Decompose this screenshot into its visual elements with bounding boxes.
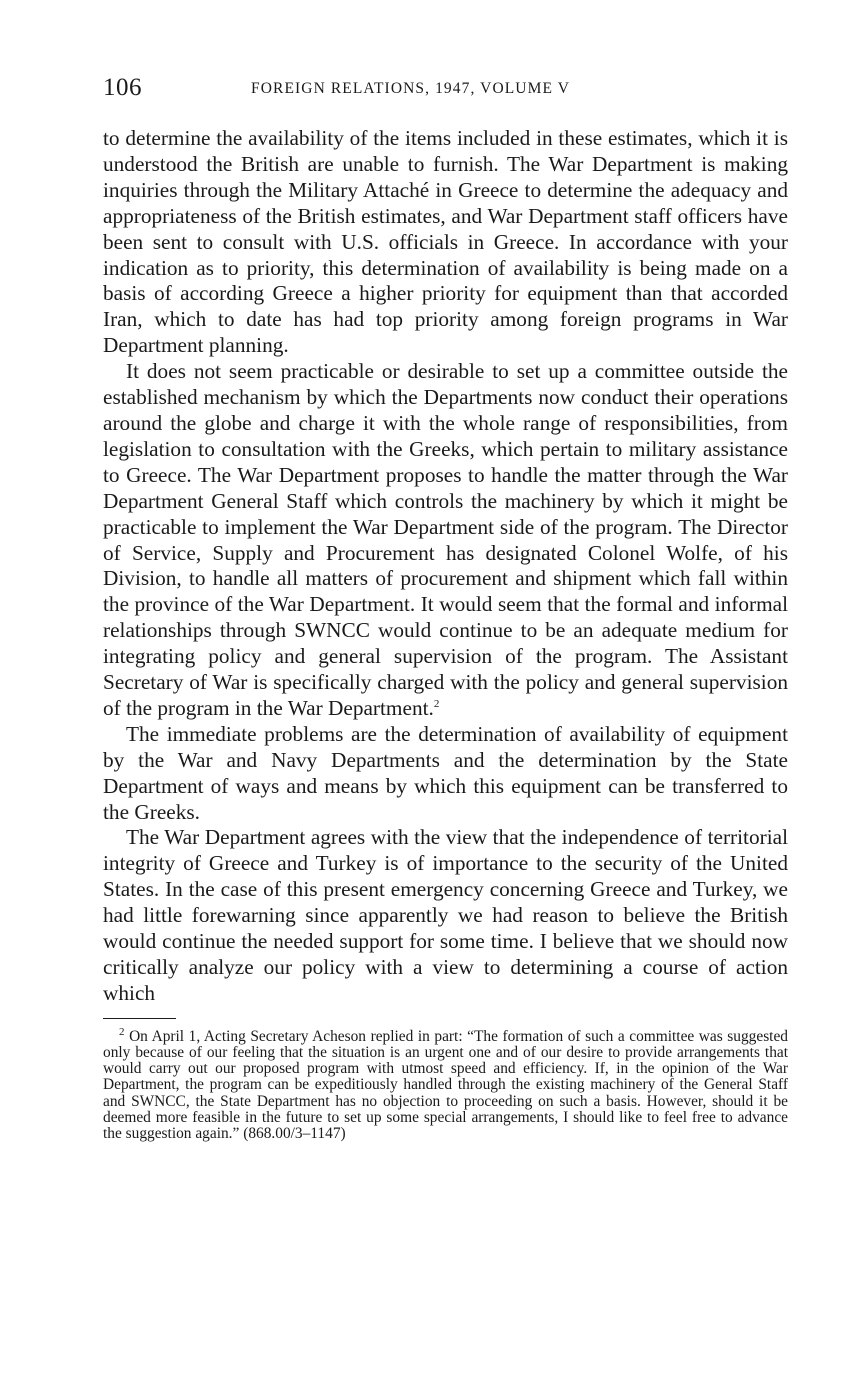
paragraph-4-text: The War Department agrees with the view that the independence of territorial integrity of Greece and Turkey is of importance to the security of the United States. In the case of this present emergency concerning Greece and Turkey, we had little forewarning since apparently we had reason to believe the British would continue the needed support for some time. I believe that we should now critically analyze our policy with a view to determining a course of action which	[103, 825, 788, 1005]
footnote-text: On April 1, Acting Secretary Acheson replied in part: “The formation of such a committee was suggested only because of our feeling that the situation is an urgent one and of our desire to provide arrangements that would carry out our proposed program with utmost speed and efficiency. If, in the opinion of the War Department, the program can be expeditiously handled through the existing machinery of the General Staff and SWNCC, the State Department has no objection to proceeding on such a basis. However, should it be deemed more feasible in the future to set up some special arrangements, I should like to feel free to advance the suggestion again.” (868.00/3–1147)	[103, 1027, 788, 1143]
paragraph-4	[103, 825, 788, 1006]
document-page	[103, 74, 788, 1142]
footnote-reference: 2	[433, 697, 440, 710]
footnote-marker: 2	[119, 1025, 125, 1038]
running-title: FOREIGN RELATIONS, 1947, VOLUME V	[251, 80, 571, 97]
paragraph-1	[103, 126, 788, 359]
paragraph-3	[103, 722, 788, 826]
paragraph-2	[103, 359, 788, 722]
paragraph-2-text: It does not seem practicable or desirable to set up a committee outside the established mechanism by which the Departments now conduct their operations around the globe and charge it with the whole range of responsibilities, from legislation to consultation with the Greeks, which pertain to military assistance to Greece. The War Department proposes to handle the matter through the War Department General Staff which controls the machinery by which it might be practicable to implement the War Department side of the program. The Director of Service, Supply and Procurement has designated Colonel Wolfe, of his Division, to handle all matters of procurement and shipment which fall within the province of the War Department. It would seem that the formal and informal relationships through SWNCC would continue to be an adequate medium for integrating policy and general supervision of the program. The Assistant Secretary of War is specifically charged with the policy and general supervision of the program in the War Department.	[103, 359, 788, 720]
page-number: 106	[103, 74, 142, 101]
page-header	[103, 74, 788, 108]
paragraph-1-text: to determine the availability of the items included in these estimates, which it is understood the British are unable to furnish. The War Department is making inquiries through the Military Attaché in Greece to determine the adequacy and appropriateness of the British estimates, and War Department staff officers have been sent to consult with U.S. officials in Greece. In accordance with your indication as to priority, this determination of availability is being made on a basis of according Greece a higher priority for equipment than that accorded Iran, which to date has had top priority among foreign programs in War Department planning.	[103, 126, 788, 358]
footnote	[103, 1025, 788, 1143]
paragraph-3-text: The immediate problems are the determination of availability of equipment by the War and Navy Departments and the determination by the State Department of ways and means by which this equipment can be transferred to the Greeks.	[103, 721, 788, 824]
body-text	[103, 126, 788, 1007]
footnote-divider	[103, 1018, 176, 1019]
